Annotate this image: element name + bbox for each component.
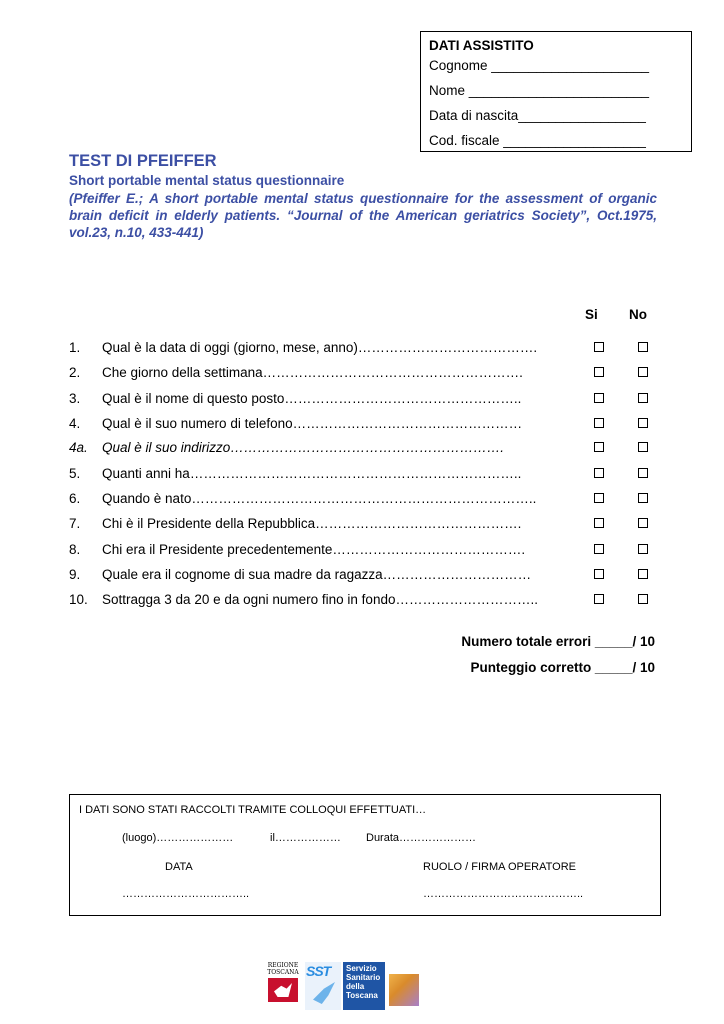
date-label: DATA <box>165 861 193 873</box>
no-checkbox[interactable] <box>638 518 648 528</box>
page-subtitle: Short portable mental status questionnaire <box>69 173 345 188</box>
question-number: 9. <box>69 567 81 582</box>
question-row <box>69 491 659 511</box>
operator-signature-line[interactable]: …………………………………….. <box>423 888 584 900</box>
place-field[interactable]: (luogo)………………… <box>122 832 234 844</box>
question-text: Qual è il nome di questo posto…………………………………………….. <box>102 391 522 406</box>
question-row <box>69 466 659 486</box>
question-text: Quando è nato………………………………………………………………….. <box>102 491 537 506</box>
no-checkbox[interactable] <box>638 569 648 579</box>
citation: (Pfeiffer E.; A short portable mental status questionnaire for the assessment of organic brain deficit in elderly patients. “Journal of the American geriatrics Society”, Oct.1975, vol.23, n.10, 433-441) <box>69 191 657 240</box>
question-row <box>69 592 659 612</box>
pegasus-icon <box>268 978 298 1002</box>
name-field[interactable]: Nome ________________________ <box>429 83 649 98</box>
question-text: Quale era il cognome di sua madre da ragazza…………………………… <box>102 567 532 582</box>
question-text: Sottragga 3 da 20 e da ogni numero fino in fondo………………………….. <box>102 592 538 607</box>
question-row <box>69 542 659 562</box>
regione-toscana-logo <box>265 962 301 1010</box>
ssn-line: Toscana <box>346 991 378 1000</box>
question-number: 4a. <box>69 440 88 455</box>
yes-checkbox[interactable] <box>594 442 604 452</box>
no-checkbox[interactable] <box>638 544 648 554</box>
no-checkbox[interactable] <box>638 393 648 403</box>
agency-logo <box>389 974 419 1006</box>
page-title: TEST DI PFEIFFER <box>69 152 217 170</box>
question-number: 8. <box>69 542 81 557</box>
yes-checkbox[interactable] <box>594 544 604 554</box>
question-row <box>69 516 659 536</box>
yes-checkbox[interactable] <box>594 468 604 478</box>
question-text: Che giorno della settimana…………………………………………………. <box>102 365 523 380</box>
interview-heading: I DATI SONO STATI RACCOLTI TRAMITE COLLOQUI EFFETTUATI… <box>79 804 427 816</box>
no-checkbox[interactable] <box>638 367 648 377</box>
tax-code-field[interactable]: Cod. fiscale ___________________ <box>429 133 646 148</box>
yes-checkbox[interactable] <box>594 493 604 503</box>
question-number: 3. <box>69 391 81 406</box>
column-yes-header: Si <box>585 307 598 322</box>
regione-toscana-label: REGIONE TOSCANA <box>267 962 299 976</box>
question-number: 1. <box>69 340 81 355</box>
yes-checkbox[interactable] <box>594 367 604 377</box>
column-no-header: No <box>629 307 647 322</box>
no-checkbox[interactable] <box>638 418 648 428</box>
question-row <box>69 416 659 436</box>
date-signature-line[interactable]: …………………………….. <box>122 888 250 900</box>
question-number: 10. <box>69 592 88 607</box>
patient-header: DATI ASSISTITO <box>429 38 534 53</box>
no-checkbox[interactable] <box>638 594 648 604</box>
ssn-line: Servizio <box>346 964 377 973</box>
question-row <box>69 391 659 411</box>
question-number: 4. <box>69 416 81 431</box>
surname-field[interactable]: Cognome _____________________ <box>429 58 649 73</box>
role-signature-label: RUOLO / FIRMA OPERATORE <box>423 861 577 873</box>
no-checkbox[interactable] <box>638 442 648 452</box>
yes-checkbox[interactable] <box>594 569 604 579</box>
yes-checkbox[interactable] <box>594 342 604 352</box>
question-number: 7. <box>69 516 81 531</box>
question-text: Quanti anni ha……………………………………………………………….. <box>102 466 522 481</box>
ssn-line: Sanitario <box>346 973 381 982</box>
question-text: Chi è il Presidente della Repubblica………………………………………. <box>102 516 522 531</box>
question-text: Chi era il Presidente precedentemente……………………………………. <box>102 542 526 557</box>
question-row <box>69 567 659 587</box>
bird-icon <box>313 982 335 1004</box>
question-row <box>69 440 659 460</box>
yes-checkbox[interactable] <box>594 393 604 403</box>
question-number: 2. <box>69 365 81 380</box>
corrected-score[interactable]: Punteggio corretto _____/ 10 <box>470 660 655 675</box>
total-errors[interactable]: Numero totale errori _____/ 10 <box>461 634 655 649</box>
question-text: Qual è la data di oggi (giorno, mese, anno)…………………………………. <box>102 340 538 355</box>
servizio-sanitario-logo <box>343 962 385 1010</box>
sst-label: SST <box>306 963 331 979</box>
no-checkbox[interactable] <box>638 468 648 478</box>
duration-field[interactable]: Durata………………… <box>366 832 477 844</box>
question-number: 5. <box>69 466 81 481</box>
ssn-line: della <box>346 982 365 991</box>
question-text: Qual è il suo indirizzo……………………………………………………. <box>102 440 505 455</box>
yes-checkbox[interactable] <box>594 594 604 604</box>
question-row <box>69 365 659 385</box>
question-number: 6. <box>69 491 81 506</box>
birth-date-field[interactable]: Data di nascita_________________ <box>429 108 646 123</box>
interview-info-box <box>69 794 661 916</box>
yes-checkbox[interactable] <box>594 518 604 528</box>
question-row <box>69 340 659 360</box>
no-checkbox[interactable] <box>638 493 648 503</box>
question-text: Qual è il suo numero di telefono…………………………………………… <box>102 416 523 431</box>
date-on-field[interactable]: il……………… <box>270 832 341 844</box>
yes-checkbox[interactable] <box>594 418 604 428</box>
no-checkbox[interactable] <box>638 342 648 352</box>
patient-data-box <box>420 31 692 152</box>
sst-logo <box>305 962 341 1010</box>
